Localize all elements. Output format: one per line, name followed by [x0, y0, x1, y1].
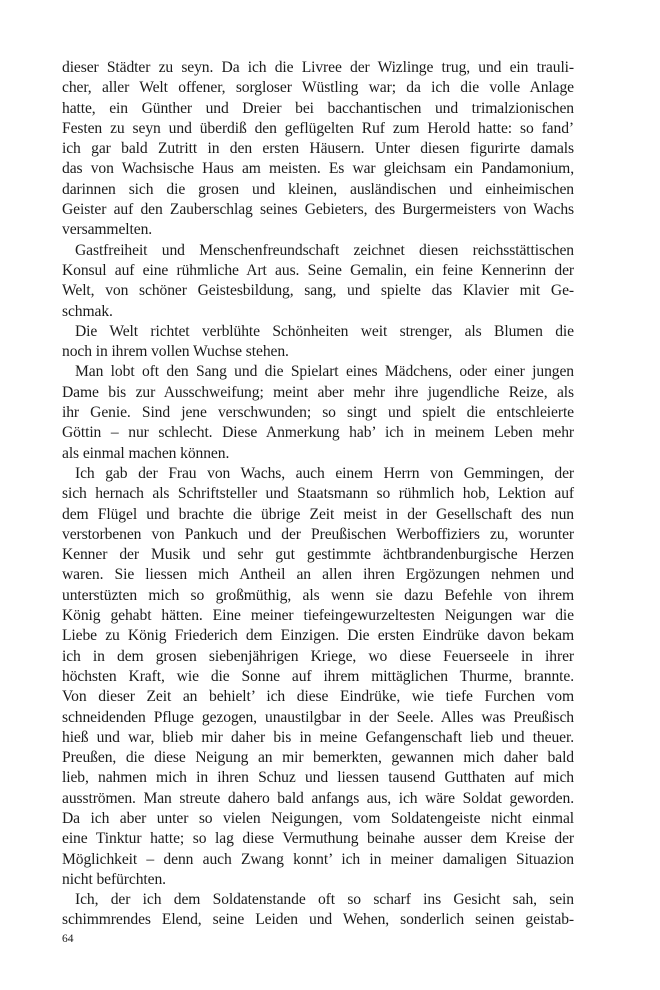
text-line: Konsul auf eine rühmliche Art aus. Seine Gemalin, ein feine Kennerinn der	[62, 261, 574, 279]
text-line: Man lobt oft den Sang und die Spielart eines Mädchens, oder einer jungen	[75, 363, 574, 381]
text-line: hieß und war, blieb mir daher bis in meine Gefangenschaft lieb und theuer.	[62, 728, 574, 746]
text-line: dem Flügel und brachte die übrige Zeit meist in der Gesellschaft des nun	[62, 505, 574, 523]
text-line: schmak.	[62, 302, 113, 320]
text-line: Welt, von schöner Geistesbildung, sang, und spielte das Klavier mit Ge-	[62, 282, 574, 300]
text-line: Liebe zu König Friederich dem Einzigen. Die ersten Eindrüke davon bekam	[62, 627, 574, 645]
text-line: nicht befürchten.	[62, 870, 166, 888]
text-line: schneidenden Pfluge gezogen, unaustilgbar in der Seele. Alles was Preußisch	[62, 708, 574, 726]
text-line: hatte, ein Günther und Dreier bei bacchantischen und trimalzionischen	[62, 99, 574, 117]
text-line: Dame bis zur Ausschweifung; meint aber mehr ihre jugendliche Reize, als	[62, 383, 574, 401]
text-line: versammelten.	[62, 221, 153, 239]
text-line: sich hernach als Schriftsteller und Staatsmann so rühmlich hob, Lektion auf	[62, 485, 574, 503]
text-line: ihr Genie. Sind jene verschwunden; so singt und spielt die entschleierte	[62, 404, 574, 422]
text-line: ich in dem grosen siebenjährigen Kriege, wo diese Feuerseele in ihrer	[62, 647, 574, 665]
text-line: Von dieser Zeit an behielt’ ich diese Eindrüke, wie tiefe Furchen vom	[62, 688, 574, 706]
text-line: Ich, der ich dem Soldatenstande oft so scharf ins Gesicht sah, sein	[75, 891, 574, 909]
text-line: darinnen sich die grosen und kleinen, ausländischen und einheimischen	[62, 180, 574, 198]
text-line: Die Welt richtet verblühte Schönheiten weit strenger, als Blumen die	[75, 322, 574, 340]
text-line: waren. Sie liessen mich Antheil an allen ihren Ergözungen nehmen und	[62, 566, 574, 584]
text-line: dieser Städter zu seyn. Da ich die Livree der Wizlinge trug, und ein trauli-	[62, 59, 574, 76]
text-line: verstorbenen von Pankuch und der Preußischen Werboffiziers zu, worunter	[62, 525, 574, 543]
text-line: Festen zu seyn und überdiß den geflügelten Ruf zum Herold hatte: so fand’	[62, 119, 574, 137]
text-line: Göttin – nur schlecht. Diese Anmerkung hab’ ich in meinem Leben mehr	[62, 424, 574, 442]
text-line: Ich gab der Frau von Wachs, auch einem Herrn von Gemmingen, der	[75, 464, 574, 482]
text-line: noch in ihrem vollen Wuchse stehen.	[62, 343, 289, 361]
text-line: cher, aller Welt offener, sorgloser Wüstling war; da ich die volle Anlage	[62, 79, 574, 97]
text-line: Preußen, die diese Neigung an mir bemerkten, gewannen mich daher bald	[62, 749, 574, 767]
book-page-text	[62, 58, 574, 931]
text-line: Da ich aber unter so vielen Neigungen, vom Soldatengeiste nicht einmal	[62, 809, 574, 827]
text-line: ausströmen. Man streute dahero bald anfangs aus, ich wäre Soldat geworden.	[62, 789, 574, 807]
text-line: lieb, nahmen mich in ihren Schuz und liessen tausend Gutthaten auf mich	[62, 769, 574, 787]
text-line: schimmrendes Elend, seine Leiden und Wehen, sonderlich seinen geistab-	[62, 911, 574, 929]
text-line: das von Wachsische Haus am meisten. Es war gleichsam ein Pandamonium,	[62, 160, 574, 178]
text-line: Kenner der Musik und sehr gut gestimmte ächtbrandenburgische Herzen	[62, 546, 574, 564]
text-line: höchsten Kraft, wie die Sonne auf ihrem mittäglichen Thurme, brannte.	[62, 667, 574, 685]
text-line: Gastfreiheit und Menschenfreundschaft zeichnet diesen reichsstättischen	[75, 241, 574, 259]
text-line: eine Tinktur hatte; so lag diese Vermuthung beinahe ausser dem Kreise der	[62, 830, 574, 848]
text-line: Möglichkeit – denn auch Zwang konnt’ ich in meiner damaligen Situazion	[62, 850, 574, 868]
text-line: unterstüzten mich so großmüthig, als wenn sie dazu Befehle von ihrem	[62, 586, 574, 604]
text-line: Geister auf den Zauberschlag seines Gebieters, des Burgermeisters von Wachs	[62, 201, 574, 219]
text-line: König gehabt hätten. Eine meiner tiefeingewurzeltesten Neigungen war die	[62, 607, 574, 625]
page-number: 64	[62, 933, 74, 945]
text-line: als einmal machen können.	[62, 444, 230, 462]
text-line: ich gar bald Zutritt in den ersten Häusern. Unter diesen figurirte damals	[62, 140, 574, 158]
